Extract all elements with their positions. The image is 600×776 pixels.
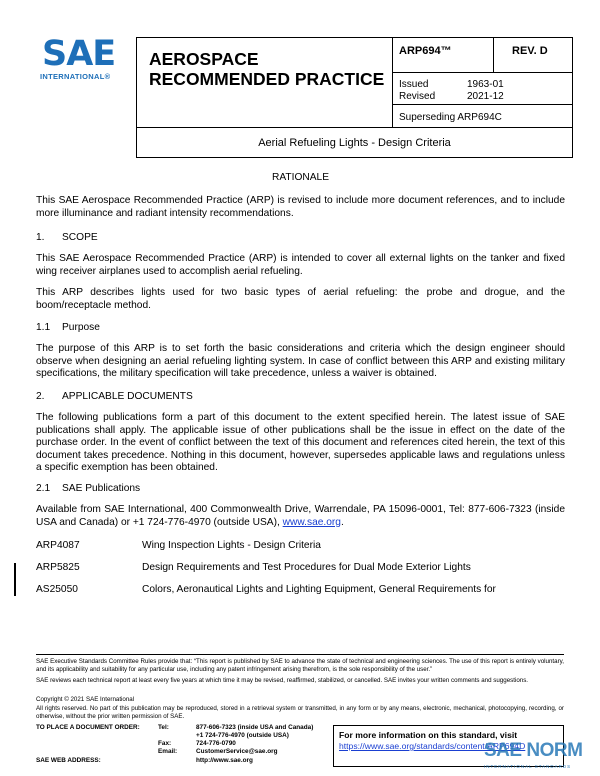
reference-title: Design Requirements and Test Procedures for Dual Mode Exterior Lights [142,562,471,573]
document-id: ARP694™ [393,38,494,73]
category-line-1: AEROSPACE [149,49,259,69]
rationale-text: This SAE Aerospace Recommended Practice (ARP) is revised to include more document references, and to include more illuminance and radiant intensity recommendations. [36,195,565,219]
committee-rules-text: SAE Executive Standards Committee Rules provide that: “This report is published by SAE to advance the state of technical and engineering sciences. The use of this report is entirely voluntary, and its applicability and suitability for any particular use, including any patent infringement arising therefrom, is the sole responsibility of the user.” [36,658,564,673]
email-address: CustomerService@sae.org [196,748,278,755]
reference-title: Colors, Aeronautical Lights and Lighting Equipment, General Requirements for [142,584,496,595]
availability-text: Available from SAE International, 400 Commonwealth Drive, Warrendale, PA 15096-0001, Tel: 877-606-7323 (inside USA and Canada) or +1 724-776-4970 (outside USA), [36,504,565,528]
reference-id: AS25050 [36,584,78,595]
sae-logo [38,36,122,86]
document-header [136,37,573,128]
reference-row [36,540,321,551]
section-2-1-heading [36,483,140,494]
sae-publications-paragraph [36,504,565,529]
sae-logo-sub: INTERNATIONAL® [40,72,111,81]
footer-divider [36,654,564,655]
reference-id: ARP4087 [36,540,80,551]
tel-usa: 877-606-7323 (inside USA and Canada) [196,724,314,731]
reference-title: Wing Inspection Lights - Design Criteria [142,540,321,551]
sae-website-link[interactable]: www.sae.org [282,516,341,528]
tel-label: Tel: [158,724,169,731]
document-dates [393,73,573,105]
watermark-text: SAE NORM [484,740,583,761]
revision-label: REV. D [494,38,573,73]
document-title: Aerial Refueling Lights - Design Criteria [136,128,573,158]
superseding-note: Superseding ARP694C [399,112,502,123]
rationale-heading: RATIONALE [272,172,329,183]
revised-date: 2021-12 [467,91,504,102]
section-title: SAE Publications [62,483,141,494]
purpose-paragraph: The purpose of this ARP is to set forth the basic considerations and criteria which the design engineer should observe when designing an aerial refueling lighting system. In case of conflict between this ARP and existing military specifications, the military specification will take precedence, unless a waiver is obtained. [36,343,565,380]
scope-paragraph-1: This SAE Aerospace Recommended Practice (ARP) is intended to cover all external lights on the tanker and fixed wing receiver airplanes used to accomplish aerial refueling. [36,253,565,277]
section-title: Purpose [62,322,100,333]
section-2-heading [36,391,193,402]
order-label: TO PLACE A DOCUMENT ORDER: [36,724,140,731]
section-1-heading [36,232,98,243]
issued-date: 1963-01 [467,79,504,90]
availability-end: . [340,516,344,528]
rights-text: All rights reserved. No part of this publication may be reproduced, stored in a retrieval system or transmitted, in any form or by any means, electronic, mechanical, photocopying, recording, or otherwise, without the prior written permission of SAE. [36,705,564,720]
section-number: 1. [36,232,45,243]
section-1-1-heading [36,322,100,333]
category-line-2: RECOMMENDED PRACTICE [149,69,385,89]
section-number: 2.1 [36,483,51,494]
sae-norm-watermark [478,740,600,776]
issued-label: Issued [399,79,429,90]
fax-number: 724-776-0790 [196,740,236,747]
section-title: SCOPE [62,232,98,243]
review-text: SAE reviews each technical report at least every five years at which time it may be revised, reaffirmed, stabilized, or cancelled. SAE invites your written comments and suggestions. [36,677,529,684]
reference-row [36,584,496,595]
revision-change-bar [14,563,16,596]
fax-label: Fax: [158,740,172,747]
reference-id: ARP5825 [36,562,80,573]
sae-logo-mark: SAE [42,34,116,74]
section-number: 1.1 [36,322,51,333]
document-category [137,38,393,128]
reference-row [36,562,471,573]
scope-paragraph-2: This ARP describes lights used for two basic types of aerial refueling: the probe and drogue, and the boom/receptacle method. [36,287,565,311]
tel-outside: +1 724-776-4970 (outside USA) [196,732,289,739]
section-title: APPLICABLE DOCUMENTS [62,391,193,402]
standard-page-link[interactable]: https://www.sae.org/standards/content/ARP694D [339,741,526,751]
revised-label: Revised [399,91,436,102]
email-label: Email: [158,748,178,755]
web-address: http://www.sae.org [196,757,253,764]
more-info-heading: For more information on this standard, visit [339,730,518,740]
watermark-subtext: INTERNATIONAL STANDARDS [484,764,572,769]
copyright-text: Copyright © 2021 SAE International [36,696,135,703]
section-number: 2. [36,391,45,402]
web-label: SAE WEB ADDRESS: [36,757,101,764]
applicable-paragraph: The following publications form a part of this document to the extent specified herein. The latest issue of SAE publications shall apply. The applicable issue of other publications shall be the issue in effect on the date of the purchase order. In the event of conflict between the text of this document and references cited herein, the text of this document takes precedence. Nothing in this document, however, supersedes applicable laws and regulations unless a specific exemption has been obtained. [36,412,565,474]
